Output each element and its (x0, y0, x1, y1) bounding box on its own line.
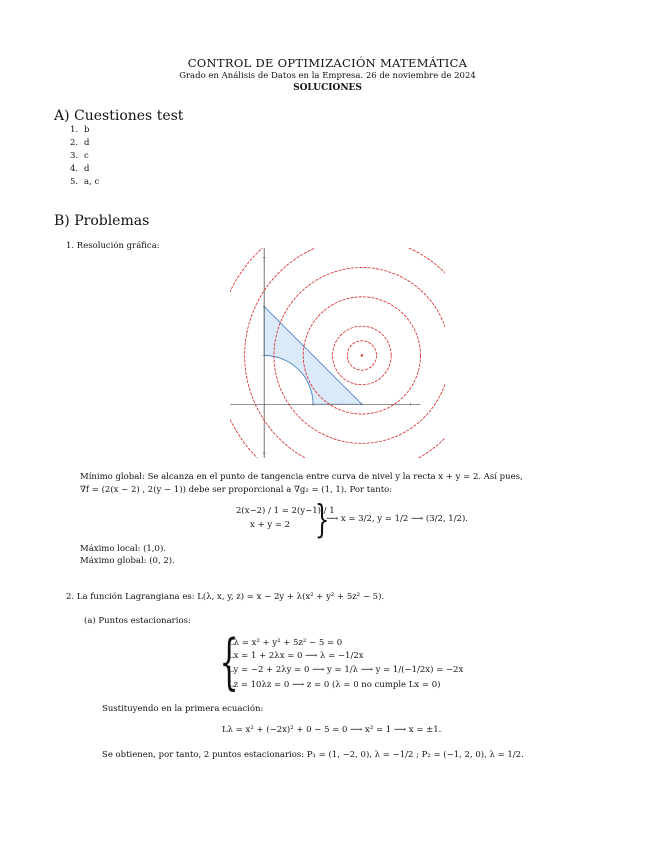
section-a-heading: A) Cuestiones test (54, 108, 184, 124)
solutions-label: SOLUCIONES (293, 83, 362, 93)
local-max-text: Máximo local: (1,0). (80, 544, 166, 554)
left-brace: { (219, 627, 239, 697)
answer-list (70, 124, 99, 189)
lagrange-eq-4: Lz = 10λz = 0 ⟶ z = 0 (λ = 0 no cumple Lx = 0) (228, 680, 441, 690)
list-item: 3. c (70, 151, 89, 161)
level-center-point (361, 354, 363, 356)
lagrange-eq-1: Lλ = x² + y² + 5z² − 5 = 0 (228, 638, 343, 648)
problem-1-label: 1. Resolución gráfica: (66, 241, 160, 251)
right-brace: } (314, 497, 330, 541)
system-eq-2: x + y = 2 (250, 520, 291, 530)
level-curves-plot (230, 248, 445, 458)
lagrange-eq-2: Lx = 1 + 2λx = 0 ⟶ λ = −1/2x (228, 651, 364, 661)
list-item: 2. d (70, 138, 90, 148)
list-item: 1. b (70, 125, 90, 135)
problem-2-label: 2. La función Lagrangiana es: L(λ, x, y, z) = x − 2y + λ(x² + y² + 5z² − 5). (66, 592, 385, 602)
lagrange-eq-3: Ly = −2 + 2λy = 0 ⟶ y = 1/λ ⟶ y = 1/(−1/2x) = −2x (228, 665, 464, 675)
global-min-text-1: Mínimo global: Se alcanza en el punto de tangencia entre curva de nivel y la recta x + y = 2. Así pues, (80, 472, 523, 482)
page-subtitle: Grado en Análisis de Datos en la Empresa. 26 de noviembre de 2024 (179, 71, 476, 81)
level-curve (230, 248, 445, 458)
stationary-points-result: Se obtienen, por tanto, 2 puntos estacionarios: P₁ = (1, −2, 0), λ = −1/2 ; P₂ = (−1, 2, 0), λ = 1/2. (102, 750, 524, 760)
substitution-result: Lλ = x² + (−2x)² + 0 − 5 = 0 ⟶ x² = 1 ⟶ x = ±1. (222, 725, 442, 735)
feasible-region (264, 307, 362, 405)
global-min-text-2: ∇f = (2(x − 2) , 2(y − 1)) debe ser proporcional a ∇g₂ = (1, 1). Por tanto: (80, 485, 393, 495)
section-b-heading: B) Problemas (54, 213, 150, 229)
list-item: 5. a, c (70, 177, 100, 187)
system-eq-1: 2(x−2) / 1 = 2(y−1) / 1 (236, 506, 335, 516)
list-item: 4. d (70, 164, 90, 174)
system-result: ⟶ x = 3/2, y = 1/2 ⟶ (3/2, 1/2). (326, 514, 468, 524)
global-max-text: Máximo global: (0, 2). (80, 556, 175, 566)
page-title: CONTROL DE OPTIMIZACIÓN MATEMÁTICA (187, 56, 468, 70)
stationary-points-label: (a) Puntos estacionarios: (84, 616, 191, 626)
substitution-label: Sustituyendo en la primera ecuación: (102, 704, 264, 714)
